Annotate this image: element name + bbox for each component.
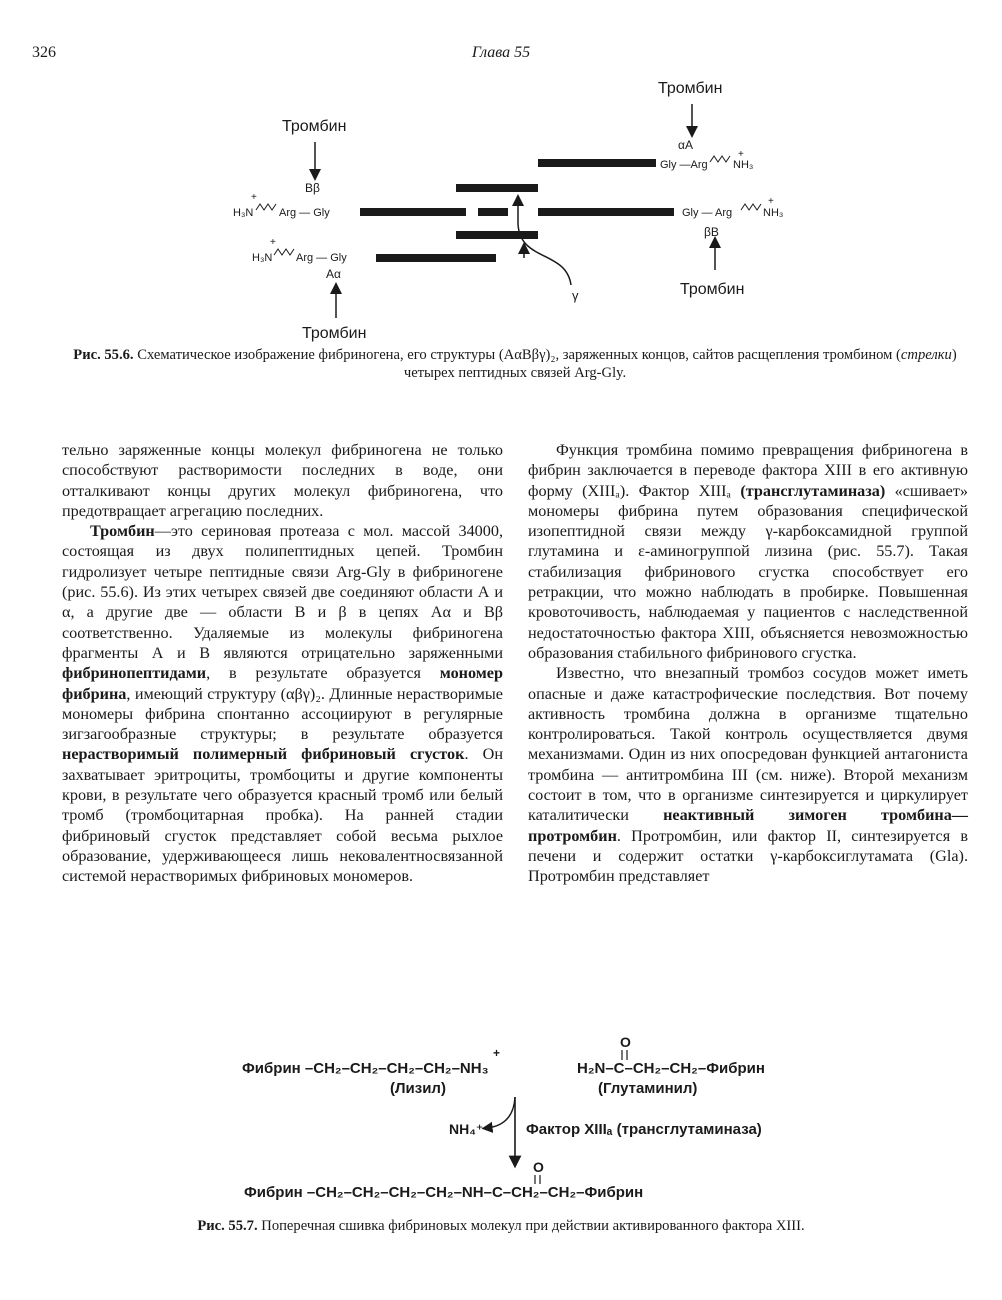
caption-text-1: Схематическое изображение фибриногена, его структуры (AαBβγ)₂, заряженных концов, сайтов расщепления тромбином ( [137, 347, 901, 363]
product-oxygen: O [533, 1159, 544, 1175]
right-top-chain-start: Gly —Arg [660, 159, 708, 171]
right-p1-a: Функция тромбина помимо превращения фибриногена в фибрин заключается в переводе фактора XIII в его активную форму (XIIIₐ). Фактор XIIIₐ [528, 441, 968, 500]
reaction-arrow-side [487, 1097, 515, 1128]
thrombin-label-top-left: Тромбин [282, 118, 347, 135]
glutamine-name: (Глутаминил) [598, 1080, 698, 1097]
chain-bar-1 [538, 159, 656, 167]
chapter-title: Глава 55 [471, 44, 531, 61]
right-mid-chain-end: NH₃ [763, 207, 784, 219]
bbeta-chain-n: H₃N [233, 207, 254, 219]
thrombin-label-bottom-left: Тромбин [302, 325, 367, 342]
charge-plus-2: + [270, 237, 276, 248]
beta-b-label-right: βB [704, 225, 719, 239]
chain-bar-7 [376, 254, 496, 262]
charge-plus-1: + [251, 192, 257, 203]
figure-55-7-caption [0, 1218, 1002, 1235]
chain-bar-5 [538, 208, 674, 216]
left-paragraph-2 [62, 521, 503, 886]
left-p2-b: , в результате образуется [206, 664, 440, 683]
term-fibrinopeptides: фибринопептидами [62, 664, 207, 683]
glutamine-formula: H₂N–C–CH₂–CH₂–Фибрин [577, 1060, 765, 1077]
chain-bar-6 [456, 231, 538, 239]
left-paragraph-1: тельно заряженные концы молекул фибриногена не только способствуют растворимости последних в воде, они отталкивают концы других молекул фибриногена, что предотвращает агрегацию последних. [62, 441, 503, 520]
right-paragraph-2 [528, 663, 968, 886]
figure-55-7-text: Поперечная сшивка фибриновых молекул при действии активированного фактора XIII. [261, 1218, 805, 1234]
term-thrombin: Тромбин [90, 522, 155, 541]
figure-55-6-label: Рис. 55.6. [73, 347, 134, 363]
zigzag-mid-right [741, 204, 761, 210]
chain-bar-2 [456, 184, 538, 192]
left-p2-c: , имеющий структуру (αβγ)₂. Длинные нерастворимые мономеры фибрина спонтанно ассоциируют в регулярные зигзагообразные структуры; в результате образуется [62, 684, 503, 744]
fibrinogen-diagram [0, 0, 1002, 345]
zigzag-top-left [256, 204, 276, 210]
caption-text-2: ) четырех пептидных связей Arg-Gly. [403, 347, 957, 381]
lysine-formula: Фибрин –CH₂–CH₂–CH₂–CH₂–NH₃ [242, 1060, 489, 1077]
left-p2-a: —это сериновая протеаза с мол. массой 34000, состоящая из двух полипептидных цепей. Тромбин гидролизует четыре пептидные связи Arg-Gly в фибриногене (рис. 55.6). Из этих четырех связей две соединяют области А и α, а другие две — области В и β в цепях Aα и Bβ соответственно. Удаляемые из молекулы фибриногена фрагменты А и В являются отрицательно заряженными [62, 522, 503, 662]
charge-plus-3: + [738, 149, 744, 160]
figure-55-6-caption [60, 346, 970, 382]
lysine-name: (Лизил) [390, 1080, 446, 1097]
page-number: 326 [32, 44, 56, 61]
bbeta-chain-rest: Arg — Gly [279, 207, 330, 219]
aalpha-chain-rest: Arg — Gly [296, 252, 347, 264]
alpha-a-label-right: αA [678, 138, 693, 152]
left-p2-d: . Он захватывает эритроциты, тромбоциты и другие компоненты крови, в результате чего образуется красный тромб или белый тромб (тромбоцитарная пробка). На ранней стадии фибриновый сгусток представляет собой весьма рыхлое образование, удерживающееся лишь нековалентносвязанной системой нерастворимых фибриновых мономеров. [62, 745, 504, 886]
ammonium-label: NH₄⁺ [449, 1121, 484, 1137]
enzyme-label: Фактор XIIIₐ (трансглутаминаза) [526, 1121, 762, 1138]
term-fibrin-clot: нерастворимый полимерный фибриновый сгусток [62, 745, 465, 764]
aalpha-chain-n: H₃N [252, 252, 273, 264]
right-top-chain-end: NH₃ [733, 159, 754, 171]
right-p2-b: . Протромбин, или фактор II, синтезируется в печени и содержит остатки γ-карбоксиглутамата (Gla). Протромбин представляет [528, 826, 968, 886]
caption-italic: стрелки [900, 347, 952, 363]
aalpha-label-left: Aα [326, 267, 341, 281]
chain-bar-4 [478, 208, 508, 216]
bbeta-label-left: Bβ [305, 181, 320, 195]
term-fibrin-monomer: мономер фибрина [62, 664, 503, 703]
charge-plus-4: + [768, 196, 774, 207]
thrombin-label-top-right: Тромбин [658, 80, 723, 97]
gamma-label: γ [572, 288, 579, 303]
glutamine-oxygen: O [620, 1034, 631, 1050]
right-mid-chain-start: Gly — Arg [682, 207, 733, 219]
figure-55-7-label: Рис. 55.7. [197, 1218, 258, 1234]
product-formula: Фибрин –CH₂–CH₂–CH₂–CH₂–NH–C–CH₂–CH₂–Фибрин [244, 1184, 644, 1201]
right-paragraph-1 [528, 440, 968, 663]
zigzag-top-right [710, 156, 730, 162]
chain-bar-3 [360, 208, 466, 216]
right-column [528, 440, 968, 887]
thrombin-label-bottom-right: Тромбин [680, 281, 745, 298]
term-prothrombin: неактивный зимоген тромбина—протромбин [528, 806, 968, 845]
term-transglutaminase: (трансглутаминаза) [740, 481, 886, 500]
zigzag-lower-left [274, 249, 294, 255]
lysine-plus: + [493, 1046, 501, 1060]
right-p1-b: «сшивает» мономеры фибрина путем образования специфической изопептидной связи между γ-карбоксамидной группой глутамина и ε-аминогруппой лизина (рис. 55.7). Такая стабилизация фибринового сгустка способствует его ретракции, что можно наблюдать в пробирке. Повышенная кровоточивость, наблюдаемая у пациентов с наследственной недостаточностью фактора XIII, объясняется невозможностью образования стабильного фибринового сгустка. [528, 481, 968, 662]
right-p2-a: Известно, что внезапный тромбоз сосудов может иметь опасные и даже катастрофические последствия. Вот почему активность тромбина должна в организме тщательно контролироваться. Такой контроль осуществляется двумя механизмами. Один из них опосредован функцией антагониста тромбина — антитромбина III (см. ниже). Второй механизм состоит в том, что в организме синтезируется и циркулирует каталитически [528, 664, 968, 825]
left-column [62, 440, 503, 887]
